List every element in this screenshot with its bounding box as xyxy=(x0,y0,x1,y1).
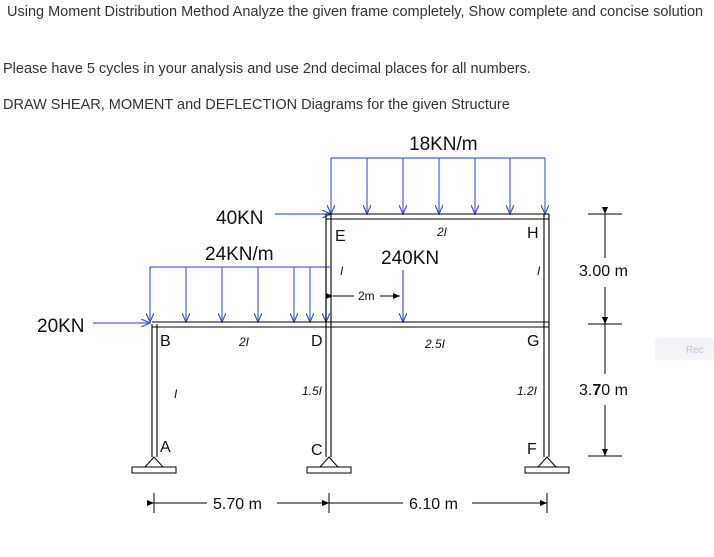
stiffness-beam-DG: 2.5I xyxy=(425,337,446,351)
dimension-span-left: 5.70 m xyxy=(213,496,262,513)
dimension-height-lower-part-c: 0 m xyxy=(601,382,628,399)
stiffness-col-FG: 1.2I xyxy=(517,384,538,398)
support-C xyxy=(307,457,351,473)
dimension-2m-label: 2m xyxy=(358,289,375,303)
support-F xyxy=(525,457,569,473)
node-label-D: D xyxy=(311,333,323,350)
stiffness-col-AB: I xyxy=(174,387,178,401)
stiffness-col-HG: I xyxy=(537,264,541,278)
node-label-E: E xyxy=(335,228,346,245)
udl-top-label: 18KN/m xyxy=(409,134,478,155)
node-label-A: A xyxy=(160,439,171,456)
node-label-H: H xyxy=(527,225,539,242)
point-load-40-label: 40KN xyxy=(216,208,264,229)
node-label-B: B xyxy=(160,333,171,350)
dimension-span-right: 6.10 m xyxy=(409,496,458,513)
dimension-vertical xyxy=(588,214,622,456)
dimension-height-lower xyxy=(579,382,628,399)
stiffness-beam-EH: 2I xyxy=(437,225,448,239)
node-label-F: F xyxy=(527,441,537,458)
watermark-badge xyxy=(655,338,714,360)
point-load-240-label: 240KN xyxy=(381,248,440,269)
dimension-height-lower-part-a: 3. xyxy=(579,382,593,399)
stiffness-col-ED: I xyxy=(340,264,344,278)
node-label-C: C xyxy=(311,442,323,459)
question-text-line1: Using Moment Distribution Method Analyze the given frame completely, Show complete and concise solution xyxy=(7,4,704,20)
support-A xyxy=(132,457,176,473)
dimension-height-upper: 3.00 m xyxy=(579,263,628,280)
udl-top-load xyxy=(331,158,545,214)
udl-left-load xyxy=(150,267,330,322)
stiffness-col-CD: 1.5I xyxy=(302,384,323,398)
point-load-20-label: 20KN xyxy=(37,316,85,337)
question-text-line2: Please have 5 cycles in your analysis and use 2nd decimal places for all numbers. xyxy=(3,61,531,77)
question-text-line3: DRAW SHEAR, MOMENT and DEFLECTION Diagrams for the given Structure xyxy=(3,97,510,113)
stiffness-beam-BD: 2I xyxy=(239,335,250,349)
udl-left-label: 24KN/m xyxy=(205,244,274,265)
watermark-text: Rec xyxy=(686,345,704,356)
dimension-height-lower-part-b: 7 xyxy=(592,382,602,399)
node-label-G: G xyxy=(527,333,540,350)
